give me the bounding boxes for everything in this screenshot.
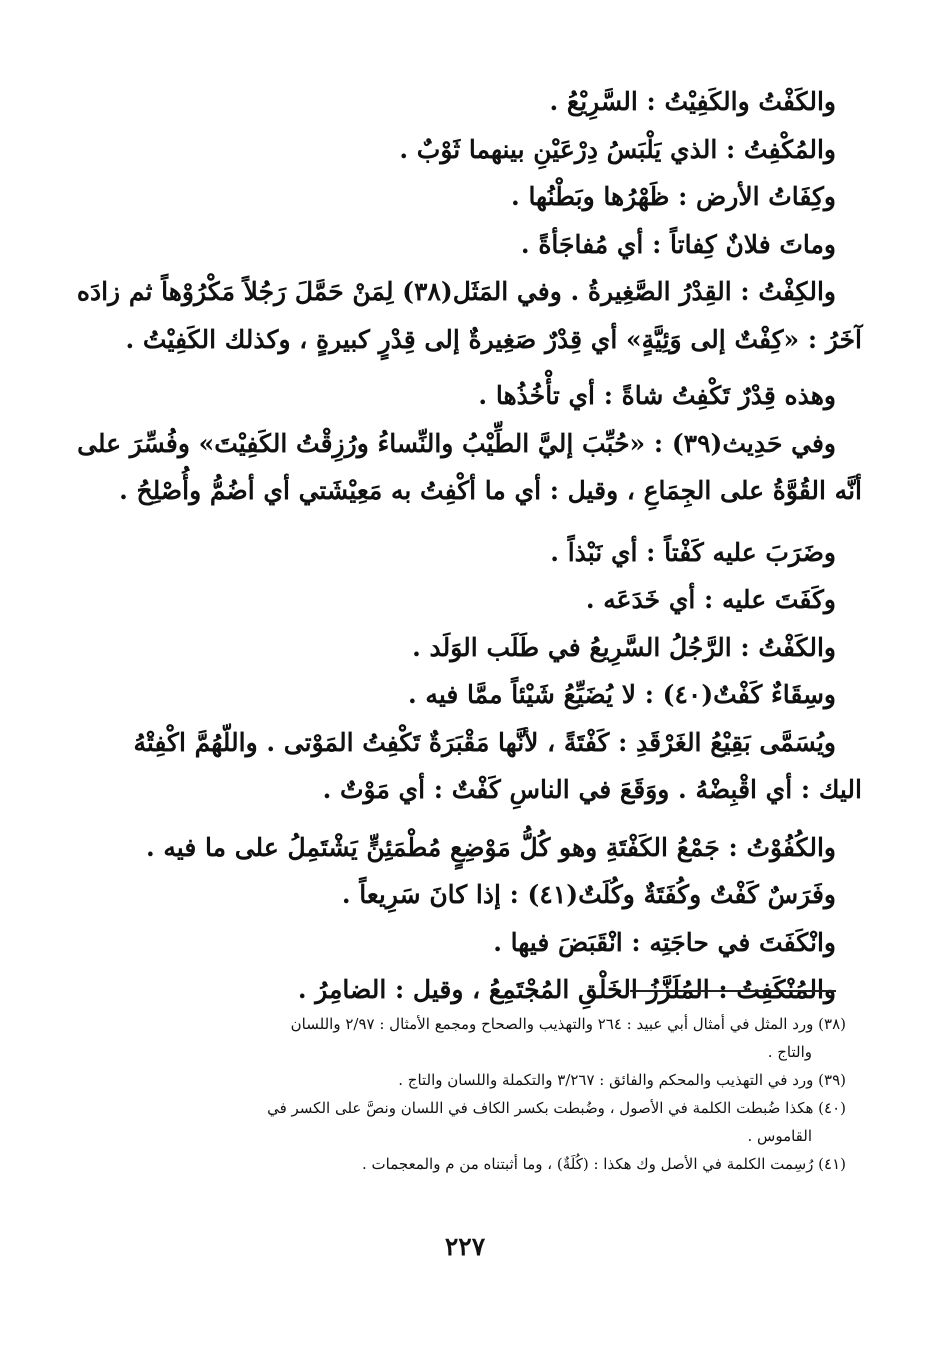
footnote-40: (٤٠) هكذا ضُبطت الكلمة في الأصول ، وضُبطت بكسر الكاف في اللسان ونصَّ على الكسر في [267, 1099, 846, 1117]
text-line: وفي حَدِيث(٣٩) : «حُبِّبَ إليَّ الطِّيْبُ والنِّساءُ ورُزِقْتُ الكَفِيْتَ» وفُسِّرَ على [77, 428, 836, 458]
text-line: أنَّه القُوَّةُ على الجِمَاعِ ، وقيل : أي ما أكْفِتُ به مَعِيْشَتي أي أضُمُّ وأُصْلِحُ . [119, 476, 862, 505]
text-line: والكِفْتُ : القِدْرُ الصَّغِيرةُ . وفي المَثَل(٣٨) لِمَنْ حَمَّلَ رَجُلاً مَكْرُوْهاً ثم زادَه [76, 277, 836, 306]
text-line: وهذه قِدْرٌ تَكْفِتُ شاةً : أي تأْخُذُها . [478, 381, 836, 410]
footnote-41: (٤١) رُسِمت الكلمة في الأصل وك هكذا : (كُلَةٌ) ، وما أثبتناه من م والمعجمات . [362, 1155, 846, 1173]
footnotes [118, 1012, 846, 1180]
text-line: وضَرَبَ عليه كَفْتاً : أي نَبْذاً . [550, 537, 836, 567]
text-line: آخَرُ : «كِفْتٌ إلى وَئِيَّةٍ» أي قِدْرٌ صَغِيرةٌ إلى قِدْرٍ كبيرةٍ ، وكذلك الكَفِيْتُ . [125, 324, 862, 354]
footnote-separator [630, 990, 836, 992]
footnote-38: (٣٨) ورد المثل في أمثال أبي عبيد : ٢٦٤ والتهذيب والصحاح ومجمع الأمثال : ٢/٩٧ واللسان [290, 1015, 846, 1033]
text-line: والمُكْفِتُ : الذي يَلْبَسُ دِرْعَيْنِ بينهما ثَوْبٌ . [399, 134, 836, 164]
text-line: والكَفْتُ والكَفِيْتُ : السَّرِيْعُ . [549, 87, 836, 116]
footnote-39: (٣٩) ورد في التهذيب والمحكم والفائق : ٣/٢٦٧ والتكملة واللسان والتاج . [398, 1071, 846, 1089]
text-line: وكَفَتَ عليه : أي خَدَعَه . [585, 585, 836, 614]
text-line: وماتَ فلانٌ كِفاتاً : أي مُفاجَأةً . [520, 229, 836, 259]
footnote-38-continuation: والتاج . [767, 1043, 812, 1061]
text-line: وفَرَسٌ كَفْتٌ وكُفَتَةٌ وكُلَتٌ(٤١) : إذا كانَ سَرِيعاً . [341, 880, 836, 909]
text-line: وانْكَفَتَ في حاجَتِه : انْقَبَضَ فيها . [493, 927, 836, 957]
text-line: والمُنْكَفِتُ : المُلَزَّزُ الخَلْقِ المُجْتَمِعُ ، وقيل : الضامِرُ . [297, 975, 836, 1004]
text-line: اليك : أي اقْبِضْهُ . ووَقَعَ في الناسِ كَفْتٌ : أي مَوْتٌ . [322, 775, 862, 804]
text-line: والكَفْتُ : الرَّجُلُ السَّرِيعُ في طَلَب الوَلَد . [412, 632, 836, 662]
text-line: والكُفُوْتُ : جَمْعُ الكَفْتَةِ وهو كُلُّ مَوْضِعٍ مُطْمَئِنٍّ يَشْتَمِلُ على ما فيه . [146, 832, 836, 862]
text-line: وكِفَاتُ الأرض : ظَهْرُها وبَطْنُها . [511, 182, 836, 211]
text-line: وسِقَاءٌ كَفْتٌ(٤٠) : لا يُضَيِّعُ شَيْئاً ممَّا فيه . [408, 680, 836, 709]
text-line: ويُسَمَّى بَقِيْعُ الغَرْقَدِ : كَفْتَةً ، لأنَّها مَقْبَرَةٌ تَكْفِتُ المَوْتى . واللّهُمَّ اكْفِتْهُ [133, 727, 836, 757]
page-number: ٢٢٧ [444, 1232, 486, 1261]
footnote-40-continuation: القاموس . [747, 1127, 812, 1145]
main-text [76, 78, 862, 1014]
